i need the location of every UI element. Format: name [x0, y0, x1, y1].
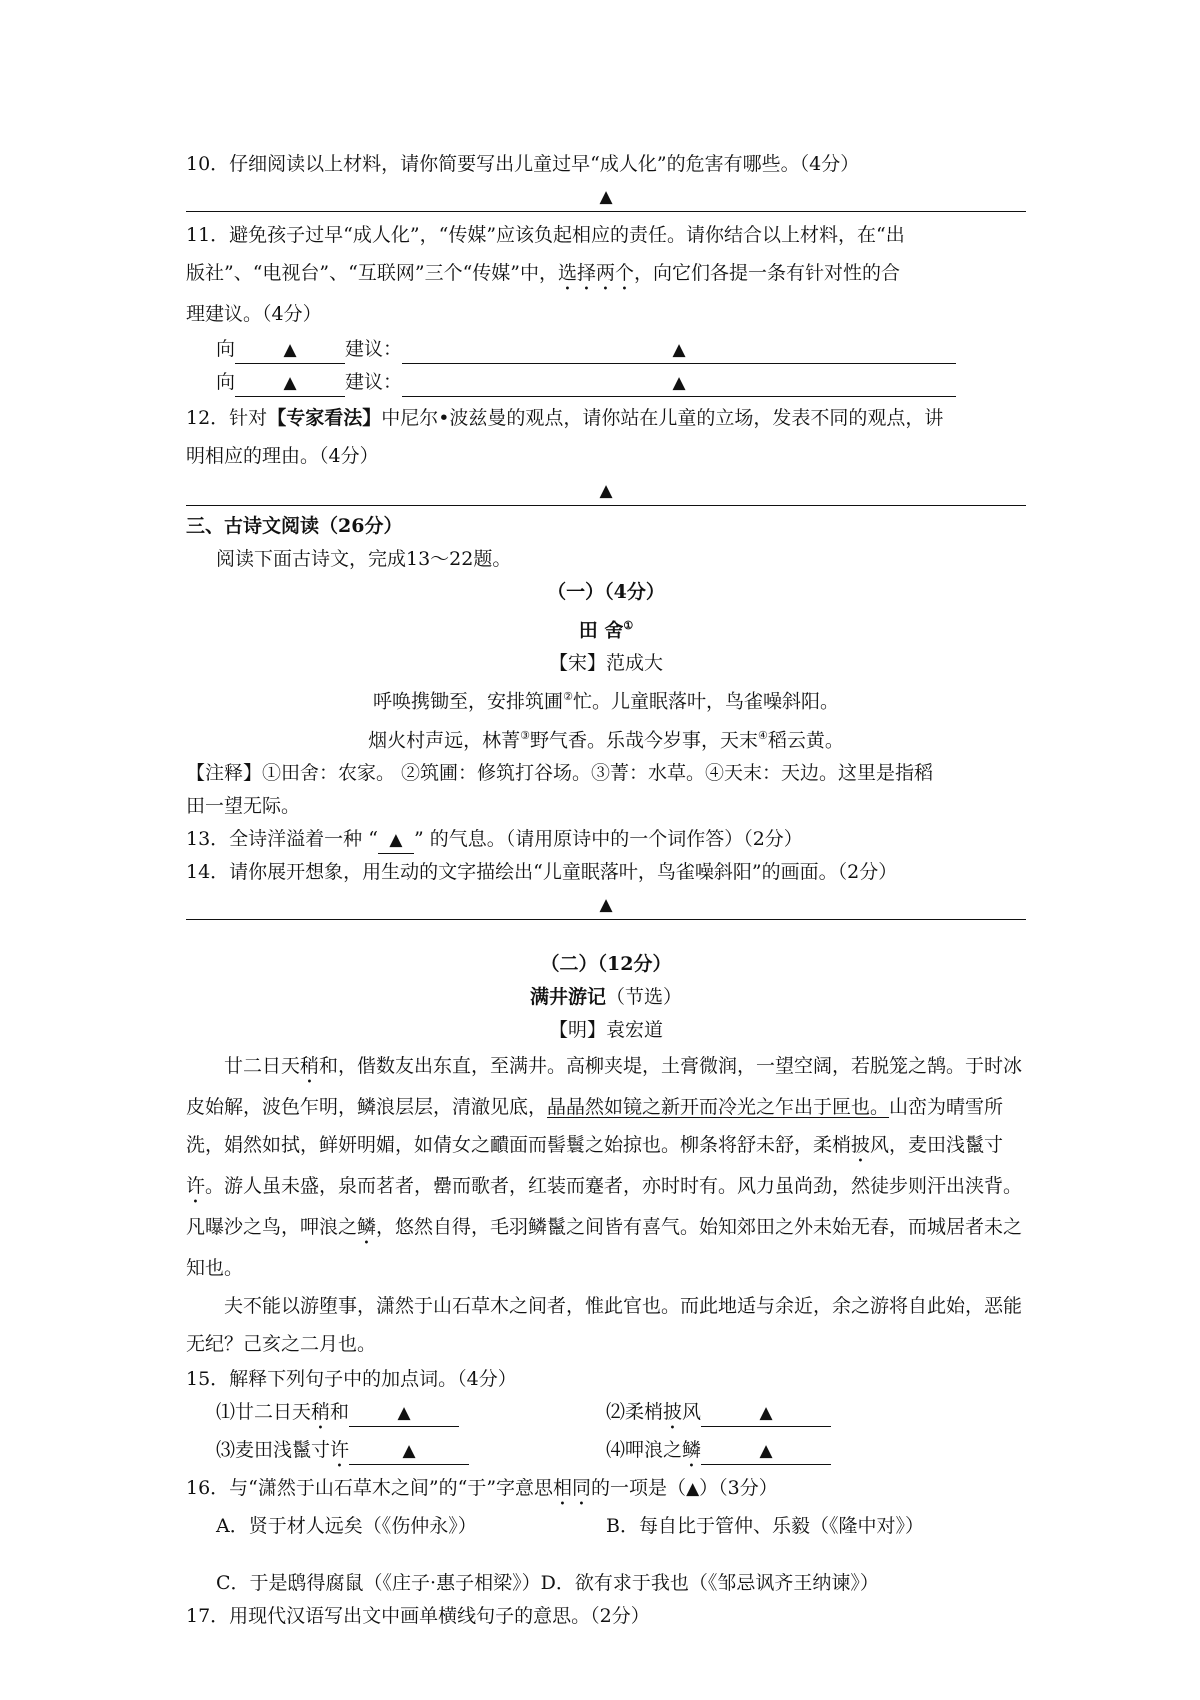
question-13: 13．全诗洋溢着一种 “ ▲ ” 的气息。（请用原诗中的一个词作答）（2分） — [186, 823, 1026, 856]
question-10: 10．仔细阅读以上材料，请你简要写出儿童过早“成人化”的危害有哪些。（4分） — [186, 153, 860, 175]
answer-triangle-icon: ▲ — [599, 481, 613, 501]
emphasized-text: 相同 — [553, 1476, 592, 1499]
answer-line-10[interactable] — [186, 181, 1026, 212]
answer-triangle-icon: ▲ — [672, 373, 686, 393]
answer-triangle-icon: ▲ — [389, 829, 403, 850]
suggestion-blank-2[interactable] — [402, 369, 956, 397]
prose-paragraph-2: 夫不能以游堕事，潇然于山石草木之间者，惟此官也。而此地适与余近，余之游将自此始，恶能无纪？己亥之二月也。 — [186, 1294, 1023, 1355]
answer-triangle-icon: ▲ — [759, 1440, 773, 1461]
prose-title: 满井游记（节选） — [529, 985, 683, 1008]
question-11-line1: 11．避免孩子过早“成人化”，“传媒”应该负起相应的责任。请你结合以上材料，在“出 — [186, 224, 905, 246]
emphasized-char: 鳞 — [357, 1215, 377, 1238]
answer-triangle-icon: ▲ — [686, 1478, 700, 1499]
poem-line-1: 呼唤携锄至，安排筑圃②忙。儿童眠落叶，鸟雀噪斜阳。 — [373, 690, 839, 713]
poem-part-heading: （一）（4分） — [547, 581, 665, 603]
answer-triangle-icon: ▲ — [599, 187, 613, 207]
poem-author: 【宋】范成大 — [548, 652, 663, 675]
emphasized-char: 披 — [851, 1133, 871, 1156]
answer-triangle-icon: ▲ — [402, 1440, 416, 1461]
question-12 — [186, 399, 1026, 475]
question-15: 15．解释下列句子中的加点词。（4分） — [186, 1367, 517, 1390]
answer-line-14[interactable] — [186, 889, 1026, 920]
answer-triangle-icon: ▲ — [599, 894, 613, 915]
answer-blank-15-3[interactable] — [349, 1437, 469, 1465]
section-intro: 阅读下面古诗文，完成13～22题。 — [216, 548, 512, 570]
question-17: 17．用现代汉语写出文中画单横线句子的意思。（2分） — [186, 1604, 650, 1627]
option-c[interactable]: C．于是鸱得腐鼠（《庄子·惠子相梁》） — [216, 1571, 541, 1594]
answer-triangle-icon: ▲ — [283, 373, 297, 393]
faint-scan-mark — [186, 1543, 1026, 1567]
prose-part-heading: （二）（12分） — [540, 952, 672, 975]
media-blank-2[interactable] — [235, 369, 345, 397]
question-14: 14．请你展开想象，用生动的文字描绘出“儿童眠落叶，鸟雀噪斜阳”的画面。（2分） — [186, 860, 898, 883]
prose-paragraph-1: 廿二日天稍和，偕数友出东直，至满井。高柳夹堤，土膏微润，一望空阔，若脱笼之鹄。于时冰皮始解，波色乍明，鳞浪层层，清澈见底，晶晶然如镜之新开而冷光之乍出于匣也。山峦为晴雪所洗，娟然如拭，鲜妍明媚，如倩女之靧面而髻鬟之始掠也。柳条将舒未舒，柔梢披风，麦田浅鬣寸许。游人虽未盛，泉而茗者，罍而歌者，红装而蹇者，亦时时有。风力虽尚劲，然徒步则汗出浃背。凡曝沙之鸟，呷浪之鳞，悠然自得，毛羽鳞鬣之间皆有喜气。始知郊田之外未始无春，而城居者未之知也。 — [186, 1054, 1023, 1279]
media-blank-1[interactable] — [235, 336, 345, 364]
q15-item-4: ⑷呷浪之鳞 ▲ — [606, 1434, 996, 1472]
underlined-sentence: 晶晶然如镜之新开而冷光之乍出于匣也。 — [547, 1095, 890, 1118]
question-12-line2: 明相应的理由。（4分） — [186, 445, 379, 467]
option-b[interactable]: B．每自比于管仲、乐毅（《隆中对》） — [606, 1514, 924, 1537]
q15-item-3: ⑶麦田浅鬣寸许 ▲ — [216, 1434, 606, 1472]
option-d[interactable]: D．欲有求于我也（《邹忌讽齐王纳谏》） — [540, 1571, 879, 1594]
question-16: 16．与“潇然于山石草木之间”的“于”字意思相同的一项是（▲）（3分） — [186, 1476, 778, 1499]
answer-line-12[interactable] — [186, 475, 1026, 506]
answer-blank-15-4[interactable] — [701, 1437, 831, 1465]
q16-options-row-1 — [186, 1510, 1026, 1543]
poem-notes-line1: 【注释】①田舍：农家。 ②筑圃：修筑打谷场。③菁：水草。④天末：天边。这里是指稻 — [186, 761, 934, 784]
suggestion-blank-1[interactable] — [402, 336, 956, 364]
answer-triangle-icon: ▲ — [672, 340, 686, 360]
emphasized-char: 许 — [186, 1174, 206, 1197]
question-11 — [186, 216, 1026, 333]
answer-blank-15-1[interactable] — [349, 1399, 459, 1427]
emphasized-char: 稍 — [300, 1054, 320, 1077]
section-heading: 三、古诗文阅读（26分） — [186, 515, 403, 537]
answer-triangle-icon: ▲ — [397, 1402, 411, 1423]
q16-options-row-2 — [186, 1567, 1026, 1600]
question-12-line1: 12．针对【专家看法】中尼尔•波兹曼的观点，请你站在儿童的立场，发表不同的观点，讲 — [186, 407, 944, 429]
prose-author: 【明】袁宏道 — [548, 1018, 663, 1041]
question-11-line2: 版社”、“电视台”、“互联网”三个“传媒”中，选择两个，向它们各提一条有针对性的合 — [186, 262, 901, 284]
q15-row-1 — [186, 1396, 1026, 1434]
poem-title: 田 舍① — [578, 619, 634, 642]
q15-item-1: ⑴廿二日天稍和 ▲ — [216, 1396, 606, 1434]
answer-triangle-icon: ▲ — [759, 1402, 773, 1423]
emphasized-text: 选择两个 — [558, 262, 635, 284]
poem-notes-line2: 田一望无际。 — [186, 794, 301, 817]
suggestion-row-1: 向 ▲ 建议： ▲ — [186, 333, 1026, 366]
suggestion-row-2: 向 ▲ 建议： ▲ — [186, 366, 1026, 399]
option-a[interactable]: A．贤于材人远矣（《伤仲永》） — [216, 1514, 477, 1537]
answer-triangle-icon: ▲ — [283, 340, 297, 360]
poem-line-2: 烟火村声远，林菁③野气香。乐哉今岁事，天末④稻云黄。 — [368, 728, 844, 751]
exam-content — [186, 148, 1026, 1633]
question-11-line3: 理建议。（4分） — [186, 303, 322, 325]
answer-blank-13[interactable] — [378, 826, 414, 854]
q15-row-2 — [186, 1434, 1026, 1472]
q15-item-2: ⑵柔梢披风 ▲ — [606, 1396, 996, 1434]
answer-blank-15-2[interactable] — [701, 1399, 831, 1427]
faint-scan-mark — [186, 924, 1026, 948]
